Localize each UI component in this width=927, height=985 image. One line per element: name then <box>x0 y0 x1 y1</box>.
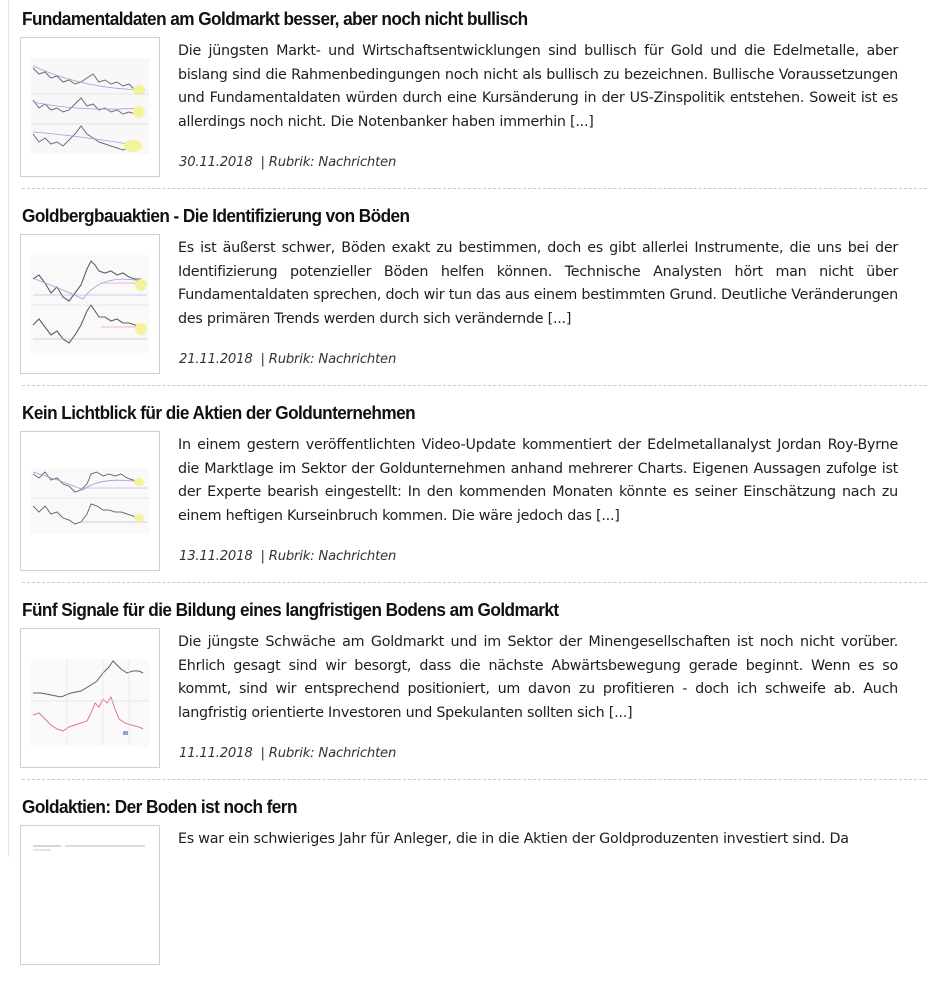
meta-separator: | <box>260 352 265 367</box>
chart-thumbnail-icon <box>21 826 159 964</box>
thumb-highlight <box>124 140 142 152</box>
thumb-highlight <box>135 279 147 291</box>
article-title-link[interactable]: Goldbergbauaktien - Die Identifizierung von Böden <box>22 205 410 226</box>
article-divider <box>22 779 927 780</box>
meta-separator: | <box>260 155 265 170</box>
article-category[interactable]: Rubrik: Nachrichten <box>268 352 397 367</box>
chart-thumbnail-icon <box>21 629 159 767</box>
article-divider <box>22 385 927 386</box>
article-item <box>22 197 927 394</box>
article-list <box>22 0 927 985</box>
article-thumbnail[interactable] <box>20 431 160 571</box>
chart-thumbnail-icon <box>21 235 159 373</box>
article-meta <box>179 155 396 170</box>
article-meta <box>179 549 396 564</box>
thumb-highlight <box>134 478 144 486</box>
article-title-link[interactable]: Goldaktien: Der Boden ist noch fern <box>22 796 297 817</box>
thumb-highlight <box>133 106 145 118</box>
article-item <box>22 591 927 788</box>
article-item <box>22 788 927 985</box>
article-divider <box>22 188 927 189</box>
article-excerpt: Die jüngste Schwäche am Goldmarkt und im Sektor der Minengesellschaften ist noch nicht vorüber. Ehrlich gesagt sind wir besorgt, dass die nächste Abwärtsbewegung gerade beginnt. Wenn es so kommt, sind wir entsprechend positioniert, um davon zu profitieren - doch ich schweife ab. Auch langfristig orientierte Investoren und Spekulanten sollten sich [...] <box>178 634 898 721</box>
chart-thumbnail-icon <box>21 38 159 176</box>
article-date: 13.11.2018 <box>179 549 253 564</box>
article-item <box>22 394 927 591</box>
article-thumbnail[interactable] <box>20 37 160 177</box>
article-excerpt: Es war ein schwieriges Jahr für Anleger, die in die Aktien der Goldproduzenten investiert sind. Da <box>178 831 849 847</box>
article-excerpt: In einem gestern veröffentlichten Video-Update kommentiert der Edelmetallanalyst Jordan Roy-Byrne die Marktlage im Sektor der Goldunternehmen anhand mehrerer Charts. Eigenen Aussagen zufolge ist der Experte bearish eingestellt: In den kommenden Monaten könnte es seiner Einschätzung nach zu einem heftigen Kurseinbruch kommen. Die wäre jedoch das [...] <box>178 437 898 524</box>
article-meta <box>179 746 396 761</box>
article-item <box>22 0 927 197</box>
article-excerpt: Die jüngsten Markt- und Wirtschaftsentwicklungen sind bullisch für Gold und die Edelmetalle, aber bislang sind die Rahmenbedingungen noch nicht als bullisch zu bezeichnen. Bullische Voraussetzungen und Fundamentaldaten würden durch eine Kursänderung in der US-Zinspolitik entstehen. Soweit ist es allerdings noch nicht. Die Notenbanker haben immerhin [...] <box>178 43 898 130</box>
article-thumbnail[interactable] <box>20 825 160 965</box>
thumb-highlight <box>133 85 145 95</box>
article-divider <box>22 582 927 583</box>
article-category[interactable]: Rubrik: Nachrichten <box>268 155 397 170</box>
thumb-highlight <box>134 514 144 522</box>
left-border <box>8 0 9 857</box>
article-meta <box>179 352 396 367</box>
meta-separator: | <box>260 746 265 761</box>
article-thumbnail[interactable] <box>20 234 160 374</box>
article-thumbnail[interactable] <box>20 628 160 768</box>
meta-separator: | <box>260 549 265 564</box>
article-title-link[interactable]: Fundamentaldaten am Goldmarkt besser, aber noch nicht bullisch <box>22 8 528 29</box>
article-title-link[interactable]: Kein Lichtblick für die Aktien der Goldunternehmen <box>22 402 416 423</box>
article-category[interactable]: Rubrik: Nachrichten <box>268 549 397 564</box>
article-date: 30.11.2018 <box>179 155 253 170</box>
article-date: 11.11.2018 <box>179 746 253 761</box>
article-date: 21.11.2018 <box>179 352 253 367</box>
chart-thumbnail-icon <box>21 432 159 570</box>
article-category[interactable]: Rubrik: Nachrichten <box>268 746 397 761</box>
article-title-link[interactable]: Fünf Signale für die Bildung eines langfristigen Bodens am Goldmarkt <box>22 599 559 620</box>
article-excerpt: Es ist äußerst schwer, Böden exakt zu bestimmen, doch es gibt allerlei Instrumente, die uns bei der Identifizierung potenzieller Böden helfen können. Technische Analysten hört man nicht über Fundamentaldaten sprechen, doch wir tun das aus einem bestimmten Grund. Deutliche Veränderungen des primären Trends werden durch sich verändernde [...] <box>178 240 898 327</box>
thumb-highlight <box>135 323 147 335</box>
